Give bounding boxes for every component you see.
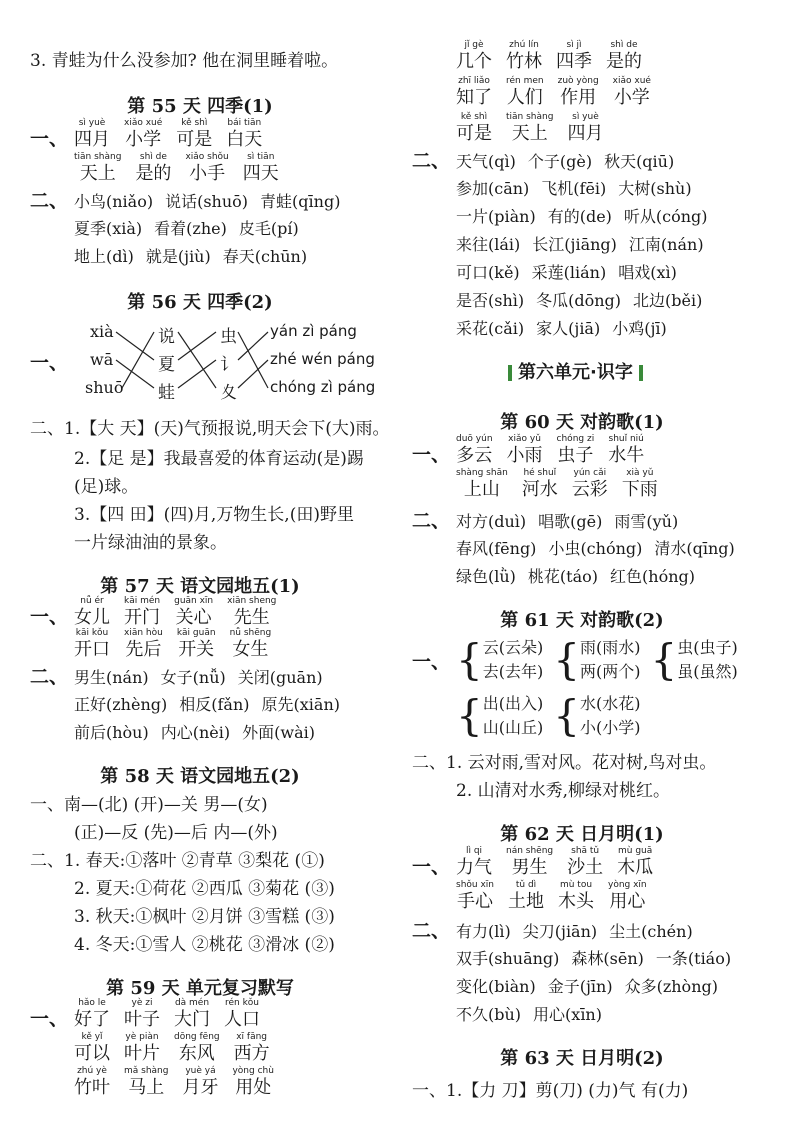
day58-l6: 4. 冬天:①雪人 ②桃花 ③滑冰 (②) [74, 935, 335, 955]
word-zhewenpang: zhé wén páng [270, 350, 375, 368]
day56-matching: 一、 xià wā shuō 说 夏 蛙 虫 讠 夊 yán zì páng zhé wén páng chóng zì páng [30, 320, 390, 402]
word-with-pinyin: 金子(jīn) [547, 977, 613, 996]
day56-l4: 3.【四 田】(四)月,万物生长,(田)野里 [74, 505, 354, 525]
word-with-pinyin: 江南(nán) [628, 235, 704, 254]
word-with-pinyin: 变化(biàn) [456, 977, 536, 996]
day60-s2 [456, 538, 747, 560]
word-with-pinyin: 说话(shuō) [165, 192, 249, 211]
word-with-pinyin: 不久(bù) [456, 1005, 522, 1024]
pinyin-word: shuǐ niú 水牛 [608, 434, 645, 466]
pinyin-word: mù tou 木头 [558, 880, 594, 912]
word-with-pinyin: 众多(zhòng) [624, 977, 718, 996]
day55-s2 [74, 218, 311, 240]
top-s3 [456, 206, 720, 228]
day61-l1: 二、1. 云对雨,雪对风。花对树,鸟对虫。 [412, 753, 717, 773]
day62-s1: 二、 有力(lì) 尖刀(jiān) 尘土(chén) [412, 920, 693, 942]
day57-row1: 一、 nǚ ér 女儿 kāi mén 开门 guān xīn 关心 xiān sheng 先生 [30, 596, 277, 628]
pinyin-word: shì de 是的 [606, 40, 642, 72]
day58-l1: 一、南—(北) (开)—关 男—(女) [30, 795, 268, 815]
day55-row2 [74, 152, 293, 185]
day62-s3 [456, 976, 730, 998]
pinyin-word: kāi mén 开门 [124, 596, 161, 628]
unit-title: 第六单元·识字 [518, 362, 633, 383]
py-xia: xià [90, 322, 114, 341]
word-with-pinyin: 大树(shù) [618, 179, 692, 198]
word-yanzipang: yán zì páng [270, 322, 357, 340]
word-chongzipang: chóng zì páng [270, 378, 376, 396]
pinyin-word: tiān shàng 天上 [506, 112, 554, 144]
pinyin-word: hé shuǐ 河水 [521, 468, 558, 500]
day55-title: 第 55 天 四季(1) [127, 96, 273, 117]
day61-braces-row2: {出(出入) 山(山丘) {水(水花) 小(小学) [456, 691, 641, 740]
pinyin-word: sì yuè 四月 [74, 118, 110, 150]
word-with-pinyin: 唱歌(gē) [538, 512, 603, 531]
pinyin-word: mù guā 木瓜 [617, 846, 654, 878]
pinyin-word: yuè yá 月牙 [182, 1066, 219, 1098]
day57-s2 [74, 694, 352, 716]
pinyin-word: kě shì 可是 [176, 118, 213, 150]
day57-s1: 二、 男生(nán) 女子(nǚ) 关闭(guān) [30, 666, 323, 688]
day58-l4: 2. 夏天:①荷花 ②西瓜 ③菊花 (③) [74, 879, 335, 899]
day56-l2: 2.【足 是】我最喜爱的体育运动(是)踢 [74, 449, 364, 469]
word-with-pinyin: 可口(kě) [456, 263, 520, 282]
word-with-pinyin: 雨雪(yǔ) [614, 512, 679, 531]
pinyin-word: xiān hòu 先后 [124, 628, 163, 660]
word-with-pinyin: 外面(wài) [242, 723, 315, 742]
day62-s2 [456, 948, 743, 970]
day61-title: 第 61 天 对韵歌(2) [500, 610, 664, 631]
pinyin-word: shì de 是的 [135, 152, 172, 184]
day55-s3 [74, 246, 319, 268]
pinyin-word: sì jì 四季 [556, 40, 592, 72]
word-with-pinyin: 采莲(lián) [531, 263, 607, 282]
day61-l2: 2. 山清对水秀,柳绿对桃红。 [456, 781, 671, 801]
day58-title: 第 58 天 语文园地五(2) [100, 766, 300, 787]
rad-yan: 讠 [220, 355, 237, 375]
word-with-pinyin: 女子(nǚ) [160, 668, 226, 687]
top-row1 [456, 40, 656, 73]
word-with-pinyin: 前后(hòu) [74, 723, 149, 742]
day55-row1 [30, 118, 276, 151]
word-with-pinyin: 青蛙(qīng) [260, 192, 341, 211]
pinyin-word: duō yún 多云 [456, 434, 493, 466]
py-shuo: shuō [85, 378, 124, 397]
word-with-pinyin: 天气(qì) [456, 152, 516, 171]
pinyin-word: zhú yè 竹叶 [74, 1066, 110, 1098]
day59-title: 第 59 天 单元复习默写 [106, 978, 294, 999]
word-with-pinyin: 森林(sēn) [571, 949, 644, 968]
pinyin-word: lì qi 力气 [456, 846, 492, 878]
pinyin-word: rén men 人们 [506, 76, 544, 108]
day60-s1: 二、 对方(duì) 唱歌(gē) 雨雪(yǔ) [412, 510, 679, 532]
word-with-pinyin: 尖刀(jiān) [522, 922, 598, 941]
word-with-pinyin: 对方(duì) [456, 512, 527, 531]
top-s6 [456, 290, 714, 312]
pinyin-word: kě shì 可是 [456, 112, 492, 144]
word-with-pinyin: 正好(zhèng) [74, 695, 168, 714]
rad-wen: 夊 [220, 383, 237, 403]
pinyin-word: hǎo le 好了 [74, 998, 110, 1030]
word-with-pinyin: 相反(fǎn) [179, 695, 250, 714]
word-with-pinyin: 飞机(fēi) [541, 179, 607, 198]
pinyin-word: yòng xīn 用心 [608, 880, 647, 912]
pinyin-word: nǚ shēng 女生 [229, 628, 272, 660]
pinyin-word: dōng fēng 东风 [174, 1032, 220, 1064]
pinyin-word: nán shēng 男生 [506, 846, 554, 878]
pinyin-word: xiān sheng 先生 [227, 596, 277, 628]
word-with-pinyin: 男生(nán) [74, 668, 149, 687]
pinyin-word: guān xīn 关心 [174, 596, 214, 628]
day63-title: 第 63 天 日月明(2) [500, 1048, 664, 1069]
pinyin-word: xī fāng 西方 [233, 1032, 270, 1064]
pinyin-word: kāi kǒu 开口 [74, 628, 110, 660]
word-with-pinyin: 小鸡(jī) [612, 319, 667, 338]
word-with-pinyin: 原先(xiān) [261, 695, 340, 714]
pinyin-word: kě yǐ 可以 [74, 1032, 110, 1064]
day60-title: 第 60 天 对韵歌(1) [500, 412, 664, 433]
word-with-pinyin: 有的(de) [547, 207, 612, 226]
top-s2 [456, 178, 704, 200]
pinyin-word: xià yǔ 下雨 [621, 468, 658, 500]
word-with-pinyin: 红色(hóng) [610, 567, 695, 586]
day57-row2 [74, 628, 285, 661]
day59-row1: 一、 hǎo le 好了 yè zi 叶子 dà mén 大门 rén kǒu 人口 [30, 998, 260, 1030]
pinyin-word: shàng shān 上山 [456, 468, 508, 500]
word-with-pinyin: 关闭(guān) [237, 668, 323, 687]
day57-title: 第 57 天 语文园地五(1) [100, 576, 300, 597]
day59-row3 [74, 1066, 288, 1099]
pinyin-word: yè piàn 叶片 [124, 1032, 160, 1064]
day55-s1: 二、 小鸟(niǎo) 说话(shuō) 青蛙(qīng) [30, 190, 341, 212]
pinyin-word: yòng chù 用处 [232, 1066, 274, 1098]
top-s1: 二、 天气(qì) 个子(gè) 秋天(qiū) [412, 150, 675, 172]
day62-title: 第 62 天 日月明(1) [500, 824, 664, 845]
word-with-pinyin: 绿色(lǜ) [456, 567, 516, 586]
day57-s3 [74, 722, 327, 744]
day62-row2 [456, 880, 661, 913]
top-s7 [456, 318, 679, 340]
pinyin-word: xiǎo shǒu 小手 [185, 152, 229, 184]
word-with-pinyin: 个子(gè) [527, 152, 593, 171]
top-row3 [456, 112, 617, 145]
day62-row1: 一、 lì qi 力气 nán shēng 男生 shā tǔ 沙土 mù guā 木瓜 [412, 846, 654, 878]
word-with-pinyin: 就是(jiù) [145, 247, 211, 266]
word-with-pinyin: 一片(piàn) [456, 207, 536, 226]
pinyin-word: zuò yòng 作用 [557, 76, 599, 108]
word-with-pinyin: 冬瓜(dōng) [536, 291, 622, 310]
word-with-pinyin: 长江(jiāng) [532, 235, 617, 254]
unit-heading [502, 358, 649, 384]
word-with-pinyin: 夏季(xià) [74, 219, 143, 238]
word-with-pinyin: 一条(tiáo) [655, 949, 732, 968]
hz-wa: 蛙 [158, 383, 175, 403]
day63-l1: 一、1.【力 刀】剪(刀) (力)气 有(力) [412, 1081, 689, 1101]
day58-l2: (正)—反 (先)—后 内—(外) [74, 823, 278, 843]
word-with-pinyin: 双手(shuāng) [456, 949, 560, 968]
day60-row2 [456, 468, 672, 501]
hz-xia: 夏 [158, 355, 175, 375]
word-with-pinyin: 春天(chūn) [222, 247, 308, 266]
pinyin-word: rén kǒu 人口 [224, 998, 260, 1030]
pinyin-word: bái tiān 白天 [226, 118, 263, 150]
day58-l3: 二、1. 春天:①落叶 ②青草 ③梨花 (①) [30, 851, 325, 871]
pinyin-word: tǔ dì 土地 [508, 880, 544, 912]
pinyin-word: zhú lín 竹林 [506, 40, 542, 72]
pinyin-word: yè zi 叶子 [124, 998, 160, 1030]
matching-lines [30, 320, 390, 402]
word-with-pinyin: 采花(cǎi) [456, 319, 525, 338]
word-with-pinyin: 参加(cān) [456, 179, 530, 198]
pinyin-word: yún cǎi 云彩 [571, 468, 608, 500]
pinyin-word: dà mén 大门 [174, 998, 210, 1030]
day62-s4 [456, 1004, 614, 1026]
pinyin-word: nǚ ér 女儿 [74, 596, 110, 628]
pinyin-word: xiǎo xué 小学 [124, 118, 163, 150]
day56-l1: 二、1.【大 天】(天)气预报说,明天会下(大)雨。 [30, 419, 390, 439]
q3-line: 3. 青蛙为什么没参加? 他在洞里睡着啦。 [30, 51, 339, 71]
day56-title: 第 56 天 四季(2) [127, 292, 273, 313]
day60-s3 [456, 566, 707, 588]
top-s4 [456, 234, 716, 256]
word-with-pinyin: 清水(qīng) [654, 539, 735, 558]
day56-l5: 一片绿油油的景象。 [74, 533, 227, 553]
top-s5 [456, 262, 689, 284]
word-with-pinyin: 看着(zhe) [154, 219, 227, 238]
word-with-pinyin: 有力(lì) [456, 922, 511, 941]
pinyin-word: shǒu xīn 手心 [456, 880, 494, 912]
word-with-pinyin: 春风(fēng) [456, 539, 537, 558]
word-with-pinyin: 皮毛(pí) [238, 219, 299, 238]
pinyin-word: xiǎo yǔ 小雨 [506, 434, 543, 466]
day56-l3: (足)球。 [74, 477, 139, 497]
py-wa: wā [90, 350, 114, 369]
word-with-pinyin: 尘土(chén) [609, 922, 693, 941]
word-with-pinyin: 小虫(chóng) [548, 539, 643, 558]
pinyin-word: mǎ shàng 马上 [124, 1066, 169, 1098]
word-with-pinyin: 小鸟(niǎo) [74, 192, 154, 211]
top-row2 [456, 76, 665, 109]
day58-l5: 3. 秋天:①枫叶 ②月饼 ③雪糕 (③) [74, 907, 335, 927]
word-with-pinyin: 秋天(qiū) [604, 152, 675, 171]
pinyin-word: kāi guān 开关 [176, 628, 216, 660]
day60-row1: 一、 duō yún 多云 xiǎo yǔ 小雨 chóng zi 虫子 shuǐ niú 水牛 [412, 434, 645, 466]
day61-braces-row1: 一、 {云(云朵) 去(去年) {雨(雨水) 两(两个) {虫(虫子) 虽(虽然) [412, 635, 738, 684]
word-with-pinyin: 家人(jiā) [536, 319, 601, 338]
pinyin-word: zhī liǎo 知了 [456, 76, 492, 108]
pinyin-word: tiān shàng 天上 [74, 152, 122, 184]
marker-one: 一、 [30, 128, 69, 150]
rad-chong: 虫 [220, 327, 237, 347]
word-with-pinyin: 内心(nèi) [160, 723, 231, 742]
pinyin-word: sì tiān 四天 [242, 152, 279, 184]
word-with-pinyin: 来往(lái) [456, 235, 521, 254]
pinyin-word: chóng zi 虫子 [556, 434, 595, 466]
word-with-pinyin: 唱戏(xì) [618, 263, 677, 282]
hz-shuo: 说 [158, 327, 175, 347]
pinyin-word: xiǎo xué 小学 [612, 76, 651, 108]
word-with-pinyin: 是否(shì) [456, 291, 525, 310]
word-with-pinyin: 地上(dì) [74, 247, 134, 266]
pinyin-word: jǐ gè 几个 [456, 40, 492, 72]
word-with-pinyin: 北边(běi) [633, 291, 703, 310]
pinyin-word: sì yuè 四月 [567, 112, 604, 144]
word-with-pinyin: 听从(cóng) [623, 207, 708, 226]
day59-row2 [74, 1032, 284, 1065]
word-with-pinyin: 用心(xīn) [533, 1005, 602, 1024]
pinyin-word: shā tǔ 沙土 [567, 846, 604, 878]
word-with-pinyin: 桃花(táo) [527, 567, 599, 586]
